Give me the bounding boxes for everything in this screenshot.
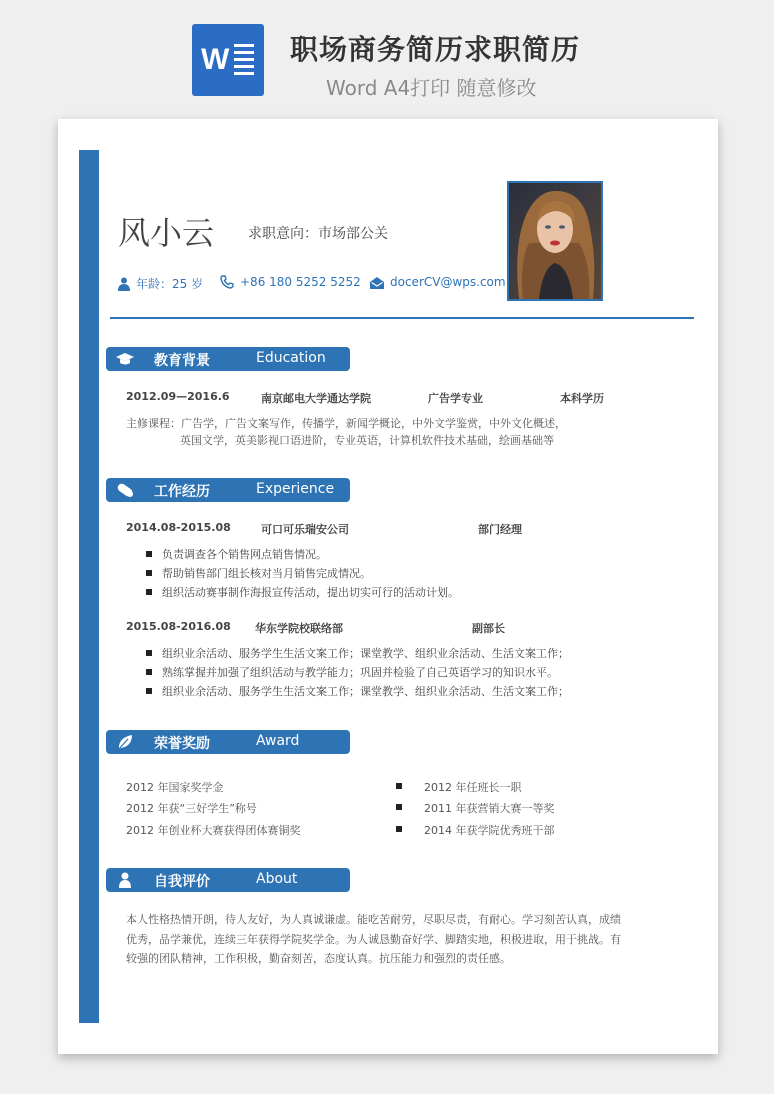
email-text: docerCV@wps.com: [390, 275, 506, 289]
job-2-period: 2015.08-2016.08: [126, 620, 231, 633]
education-courses-line1: 主修课程：广告学，广告文案写作，传播学，新闻学概论，中外文学鉴赏，中外文化概述，: [126, 417, 566, 430]
about-title-en: About: [256, 871, 298, 887]
award-left-item: 2012 年获“三好学生”称号: [126, 802, 257, 815]
award-left-item: 2012 年创业杯大赛获得团体赛铜奖: [126, 824, 301, 837]
section-header-experience: [106, 478, 350, 502]
phone-icon: [220, 275, 234, 289]
resume-page: [58, 119, 718, 1054]
bullet-square-icon: [396, 804, 402, 810]
person-icon: [116, 872, 134, 888]
education-title-en: Education: [256, 350, 326, 366]
education-courses-line2: 英国文学，英美影视口语进阶，专业英语，计算机软件技术基础，绘画基础等: [180, 434, 554, 447]
bullet-square-icon: [396, 783, 402, 789]
award-right-item: 2014 年获学院优秀班干部: [424, 824, 555, 837]
word-icon: [192, 24, 264, 96]
job-2-item: 组织业余活动、服务学生生活文案工作；课堂教学、组织业余活动、生活文案工作；: [146, 645, 569, 661]
about-line: 较强的团队精神，工作积极，勤奋刻苦，态度认真。抗压能力和强烈的责任感。: [126, 952, 511, 965]
education-degree: 本科学历: [560, 392, 604, 405]
job-2-item: 熟练掌握并加强了组织活动与教学能力；巩固并检验了自己英语学习的知识水平。: [146, 664, 558, 680]
award-right-item: 2012 年任班长一职: [424, 781, 522, 794]
job-1-item: 帮助销售部门组长核对当月销售完成情况。: [146, 565, 371, 581]
award-right-item: 2011 年获营销大赛一等奖: [424, 802, 555, 815]
award-title-cn: 荣誉奖励: [154, 736, 210, 752]
job-intent-value: 市场部公关: [318, 226, 388, 242]
pill-icon: [116, 482, 134, 498]
education-period: 2012.09—2016.6: [126, 390, 230, 403]
job-intent: [248, 223, 388, 243]
section-header-about: [106, 868, 350, 892]
job-2-item: 组织业余活动、服务学生生活文案工作；课堂教学、组织业余活动、生活文案工作；: [146, 683, 569, 699]
profile-photo: [507, 181, 603, 301]
phone-text: +86 180 5252 5252: [240, 275, 361, 289]
about-title-cn: 自我评价: [154, 874, 210, 890]
banner-subtitle: Word A4打印 随意修改: [326, 76, 537, 100]
education-title-cn: 教育背景: [154, 353, 210, 369]
about-line: 优秀，品学兼优，连续三年获得学院奖学金。为人诚恳勤奋好学、脚踏实地，积极进取，用于挑战。有: [126, 933, 621, 946]
education-school: 南京邮电大学通达学院: [261, 392, 371, 405]
contact-phone: [220, 275, 361, 289]
education-major: 广告学专业: [428, 392, 483, 405]
section-header-education: [106, 347, 350, 371]
job-1-item: 负责调查各个销售网点销售情况。: [146, 546, 327, 562]
experience-title-cn: 工作经历: [154, 484, 210, 500]
side-accent-bar: [79, 150, 99, 1023]
header-divider: [110, 317, 694, 319]
banner-title: 职场商务简历求职简历: [290, 33, 581, 66]
age-text: 年龄：25 岁: [136, 277, 204, 291]
award-left-item: 2012 年国家奖学金: [126, 781, 224, 794]
portrait-icon: [509, 183, 601, 299]
word-icon-letter: W: [201, 43, 230, 76]
banner: [0, 0, 774, 110]
job-2-company: 华东学院校联络部: [255, 622, 343, 635]
job-1-item: 组织活动赛事制作海报宣传活动，提出切实可行的活动计划。: [146, 584, 459, 600]
graduation-cap-icon: [116, 351, 134, 367]
mail-icon: [370, 277, 384, 289]
leaf-icon: [116, 734, 134, 750]
section-header-award: [106, 730, 350, 754]
contact-email: [370, 275, 506, 289]
candidate-name: 风小云: [118, 214, 215, 252]
job-1-company: 可口可乐瑞安公司: [261, 523, 349, 536]
experience-title-en: Experience: [256, 481, 335, 497]
job-intent-label: 求职意向：: [248, 226, 318, 242]
person-icon: [118, 277, 130, 291]
award-title-en: Award: [256, 733, 300, 749]
job-1-period: 2014.08-2015.08: [126, 521, 231, 534]
job-1-position: 部门经理: [478, 523, 522, 536]
job-2-position: 副部长: [472, 622, 505, 635]
about-line: 本人性格热情开朗，待人友好，为人真诚谦虚。能吃苦耐劳，尽职尽责，有耐心。学习刻苦认真，成绩: [126, 913, 621, 926]
contact-age: [118, 275, 203, 292]
bullet-square-icon: [396, 826, 402, 832]
